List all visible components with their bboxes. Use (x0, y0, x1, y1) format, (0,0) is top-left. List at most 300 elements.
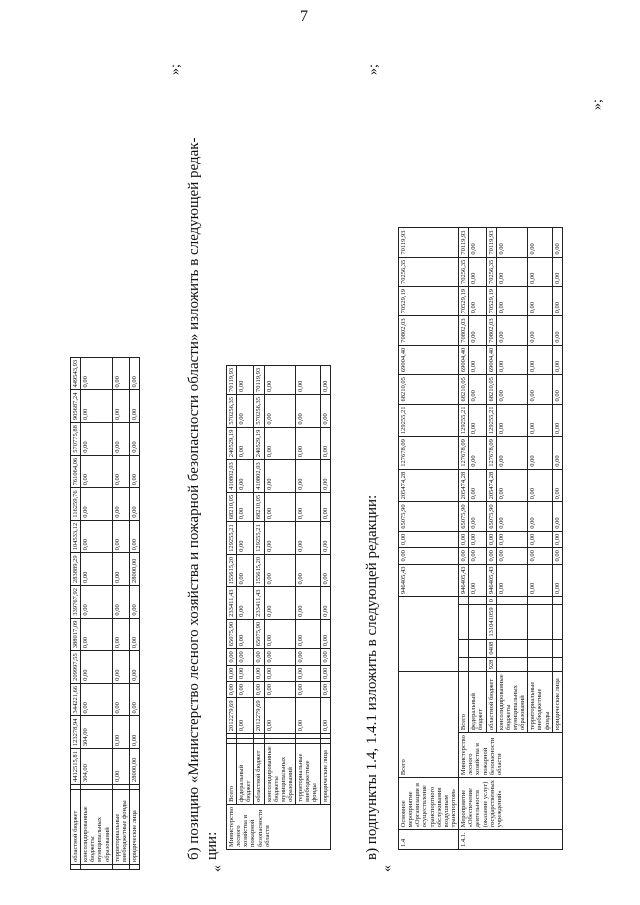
value-cell: 69004,40 (459, 345, 469, 374)
value-cell: 0,00 (264, 649, 296, 665)
value-cell: 0,00 (469, 228, 486, 257)
value-cell: 65075,90 (227, 619, 237, 648)
value-cell: 0,00 (320, 365, 330, 394)
value-cell: 0,00 (552, 316, 562, 345)
value-cell: 0,00 (237, 665, 254, 681)
value-cell: 205474,28 (486, 469, 496, 502)
value-cell: 68210,05 (399, 375, 459, 404)
value-cell: 129255,21 (227, 522, 237, 555)
value-cell: 0,00 (496, 437, 528, 470)
table-row (254, 365, 264, 849)
value-cell: 0,00 (552, 375, 562, 404)
value-cell: 0,00 (296, 460, 320, 493)
value-cell: 388017,09 (71, 618, 81, 651)
bottom-table-block (398, 228, 563, 851)
value-cell: 0,00 (552, 228, 562, 257)
value-cell: 0,00 (552, 257, 562, 286)
caption-b-line2: ции: (204, 831, 220, 860)
value-cell: 410802,03 (254, 460, 264, 493)
code-cell: 928 (486, 657, 496, 672)
value-cell: 0,00 (237, 365, 254, 394)
value-cell: 70802,03 (459, 316, 469, 345)
value-cell: 205474,28 (459, 469, 469, 502)
value-cell: 0,00 (129, 423, 139, 456)
blank-cell (320, 734, 330, 739)
caption-c: в) подпункты 1.4, 1.4.1 изложить в следующей редакции: (364, 494, 380, 860)
value-cell: 104533,12 (71, 520, 81, 553)
blank-cell (129, 785, 139, 790)
row-label: консолидированные бюджеты муниципальных образований (81, 790, 113, 865)
blank-cell (320, 739, 330, 744)
value-cell: 0,00 (320, 587, 330, 619)
table-row (71, 357, 81, 869)
value-cell: 0,00 (264, 681, 296, 697)
value-cell: 0,00 (81, 520, 113, 553)
subpoint-budget-table (398, 228, 563, 851)
value-cell: 0,00 (320, 681, 330, 697)
value-cell: 0,00 (528, 228, 552, 257)
value-cell: 70119,93 (459, 228, 469, 257)
quote-open-bottom: « (380, 865, 395, 872)
value-cell: 0,00 (496, 287, 528, 316)
blank-cell (399, 597, 459, 672)
value-cell: 0,00 (254, 681, 264, 697)
value-cell: 0,00 (81, 488, 113, 520)
blank-cell (496, 605, 528, 639)
value-cell: 0,00 (129, 651, 139, 684)
value-cell: 0,00 (496, 469, 528, 502)
value-cell: 0,00 (320, 698, 330, 734)
value-cell: 69004,40 (399, 345, 459, 374)
value-cell: 0,00 (528, 469, 552, 502)
value-cell: 0,00 (112, 618, 129, 651)
value-cell: 570775,88 (71, 423, 81, 456)
value-cell: 0,00 (528, 257, 552, 286)
value-cell: 0,00 (528, 564, 552, 597)
value-cell: 0,00 (129, 586, 139, 619)
value-cell: 0,00 (81, 390, 113, 423)
row-label: территориальные внебюджетные фонды (112, 790, 129, 865)
blank-cell (296, 734, 320, 739)
value-cell: 0,00 (552, 531, 562, 547)
blank-cell (237, 739, 254, 744)
value-cell: 0,00 (469, 287, 486, 316)
value-cell: 570256,35 (254, 394, 264, 427)
table-row (320, 365, 330, 849)
value-cell: 0,00 (237, 460, 254, 493)
value-cell: 0,00 (81, 618, 113, 651)
value-cell: 65075,90 (459, 502, 469, 531)
value-cell: 65075,90 (254, 619, 264, 648)
blank-cell (264, 739, 296, 744)
value-cell: 0,00 (264, 619, 296, 648)
blank-cell (552, 597, 562, 605)
blank-cell (264, 734, 296, 739)
row-name: Мероприятие «Обеспечение деятельности (оказание услуг) государственных учреждений» (459, 778, 563, 830)
table-row (81, 357, 113, 869)
value-cell: 65075,90 (486, 502, 496, 531)
value-cell: 0,00 (81, 357, 113, 390)
blank-cell (552, 639, 562, 657)
value-cell: 0,00 (227, 665, 237, 681)
value-cell: 68210,05 (227, 492, 237, 521)
value-cell: 0,00 (459, 548, 469, 564)
value-cell: 0,00 (129, 618, 139, 651)
row-label: юридические лица (129, 790, 139, 865)
value-cell: 0,00 (264, 427, 296, 460)
value-cell: 0,00 (129, 390, 139, 423)
value-cell: 0,00 (496, 531, 528, 547)
value-cell: 0,00 (129, 716, 139, 749)
value-cell: 0,00 (496, 228, 528, 257)
blank-cell (469, 605, 486, 639)
value-cell: 127678,09 (459, 437, 469, 470)
value-cell: 70256,35 (459, 257, 469, 286)
value-cell: 0,00 (528, 316, 552, 345)
value-cell: 116259,76 (71, 488, 81, 520)
value-cell: 70529,19 (459, 287, 469, 316)
value-cell: 0,00 (237, 554, 254, 587)
value-cell: 0,00 (399, 531, 459, 547)
value-cell: 0,00 (552, 548, 562, 564)
row-number: 1.4.1. (459, 830, 563, 850)
blank-cell (81, 865, 113, 870)
value-cell: 304,00 (81, 716, 113, 749)
value-cell: 70119,93 (486, 228, 496, 257)
blank-cell (528, 597, 552, 605)
value-cell: 0,00 (296, 492, 320, 521)
value-cell: 0,00 (264, 460, 296, 493)
blank-cell (552, 605, 562, 639)
value-cell: 240529,19 (254, 427, 264, 460)
value-cell: 0,00 (112, 716, 129, 749)
value-cell: 0,00 (320, 394, 330, 427)
value-cell: 0,00 (264, 365, 296, 394)
value-cell: 946405,43 (459, 564, 469, 597)
row-label: территориальные внебюджетные фонды (296, 744, 320, 805)
blank-cell (459, 605, 469, 639)
top-table-block (70, 357, 140, 870)
row-label: федеральный бюджет (237, 744, 254, 805)
blank-cell (71, 785, 81, 790)
value-cell: 0,00 (112, 683, 129, 716)
code-cell: 0 (486, 597, 496, 605)
value-cell: 0,00 (496, 375, 528, 404)
value-cell: 0,00 (112, 586, 129, 619)
value-cell: 0,00 (552, 287, 562, 316)
value-cell: 68210,05 (254, 492, 264, 521)
value-cell: 0,00 (112, 488, 129, 520)
value-cell: 129255,21 (459, 404, 469, 437)
value-cell: 0,00 (399, 548, 459, 564)
value-cell: 155615,20 (227, 554, 237, 587)
caption-b-line1: б) позицию «Министерство лесного хозяйства и пожарной безопасности области» изложить в следующей редак- (186, 137, 202, 860)
blank-cell (496, 597, 528, 605)
table-row (296, 365, 320, 849)
value-cell: 0,00 (227, 681, 237, 697)
value-cell: 0,00 (528, 404, 552, 437)
value-cell: 0,00 (129, 455, 139, 488)
org-cell: Министерство лесного хозяйства и пожарной безопасности области (227, 804, 331, 849)
value-cell: 123278,94 (71, 716, 81, 749)
blank-cell (552, 657, 562, 672)
value-cell: 0,00 (296, 619, 320, 648)
value-cell: 70529,19 (399, 287, 459, 316)
row-label: юридические лица (552, 672, 562, 733)
value-cell: 129255,21 (486, 404, 496, 437)
value-cell: 0,00 (296, 522, 320, 555)
value-cell: 0,00 (264, 522, 296, 555)
value-cell: 0,00 (469, 257, 486, 286)
value-cell: 304,00 (81, 749, 113, 785)
value-cell: 283889,29 (71, 553, 81, 586)
quote-close-bottom: »; (590, 99, 605, 110)
value-cell: 0,00 (264, 492, 296, 521)
row-label: областной бюджет (486, 672, 496, 733)
value-cell: 0,00 (528, 345, 552, 374)
row-name: Основное мероприятие «Организация и осуществление транспортного обслуживания воздушным транспортом» (399, 778, 459, 830)
blank-cell (254, 739, 264, 744)
value-cell: 0,00 (81, 586, 113, 619)
mid-table-block (226, 365, 331, 850)
blank-cell (227, 734, 237, 739)
value-cell: 0,00 (496, 345, 528, 374)
value-cell: 0,00 (296, 681, 320, 697)
value-cell: 0,00 (81, 651, 113, 684)
value-cell: 344221,66 (71, 683, 81, 716)
value-cell: 339767,92 (71, 586, 81, 619)
value-cell: 0,00 (528, 287, 552, 316)
value-cell: 0,00 (129, 683, 139, 716)
value-cell: 0,00 (81, 423, 113, 456)
value-cell: 0,00 (264, 665, 296, 681)
value-cell: 0,00 (112, 749, 129, 785)
value-cell: 0,00 (237, 681, 254, 697)
blank-cell (469, 657, 486, 672)
value-cell: 0,00 (469, 345, 486, 374)
value-cell: 0,00 (237, 427, 254, 460)
value-cell: 0,00 (296, 365, 320, 394)
value-cell: 0,00 (320, 665, 330, 681)
value-cell: 0,00 (296, 698, 320, 734)
value-cell: 0,00 (264, 554, 296, 587)
value-cell: 233411,43 (227, 587, 237, 619)
row-label: федеральный бюджет (469, 672, 486, 733)
value-cell: 0,00 (552, 469, 562, 502)
value-cell: 0,00 (237, 522, 254, 555)
value-cell: 0,00 (112, 553, 129, 586)
value-cell: 0,00 (237, 698, 254, 734)
value-cell: 0,00 (296, 554, 320, 587)
value-cell: 0,00 (469, 564, 486, 597)
value-cell: 127678,09 (486, 437, 496, 470)
value-cell: 2012279,69 (254, 698, 264, 734)
value-cell: 0,00 (237, 492, 254, 521)
blank-cell (129, 865, 139, 870)
value-cell: 0,00 (112, 520, 129, 553)
table-row (264, 365, 296, 849)
blank-cell (459, 639, 469, 657)
value-cell: 0,00 (81, 553, 113, 586)
value-cell: 2012279,69 (227, 698, 237, 734)
value-cell: 0,00 (496, 316, 528, 345)
value-cell: 70256,35 (399, 257, 459, 286)
value-cell: 129255,21 (254, 522, 264, 555)
table-row (112, 357, 129, 869)
value-cell: 0,00 (469, 502, 486, 531)
value-cell: 0,00 (112, 390, 129, 423)
row-number: 1.4 (399, 830, 459, 850)
value-cell: 69004,40 (486, 345, 496, 374)
value-cell: 0,00 (459, 531, 469, 547)
value-cell: 70256,35 (486, 257, 496, 286)
value-cell: 0,00 (486, 548, 496, 564)
table-row (237, 365, 254, 849)
value-cell: 410802,03 (227, 460, 237, 493)
value-cell: 0,00 (528, 375, 552, 404)
value-cell: 0,00 (129, 488, 139, 520)
value-cell: 0,00 (320, 649, 330, 665)
table-row (459, 228, 469, 850)
blank-cell (469, 639, 486, 657)
value-cell: 0,00 (81, 455, 113, 488)
value-cell: 0,00 (496, 564, 528, 597)
value-cell: 946405,43 (486, 564, 496, 597)
value-cell: 0,00 (237, 619, 254, 648)
value-cell: 0,00 (112, 651, 129, 684)
value-cell: 70529,19 (486, 287, 496, 316)
value-cell: 0,00 (528, 437, 552, 470)
value-cell: 0,00 (129, 357, 139, 390)
value-cell: 0,00 (552, 437, 562, 470)
blank-cell (528, 605, 552, 639)
row-label: Всего (459, 672, 469, 733)
value-cell: 0,00 (552, 564, 562, 597)
row-label: областной бюджет (71, 790, 81, 865)
value-cell: 0,00 (254, 649, 264, 665)
blank-cell (459, 597, 469, 605)
value-cell: 0,00 (237, 649, 254, 665)
value-cell: 0,00 (237, 587, 254, 619)
value-cell: 0,00 (496, 548, 528, 564)
value-cell: 449543,93 (71, 357, 81, 390)
blank-cell (112, 785, 129, 790)
value-cell: 70802,03 (486, 316, 496, 345)
value-cell: 0,00 (112, 423, 129, 456)
value-cell: 0,00 (469, 404, 486, 437)
value-cell: 0,00 (496, 502, 528, 531)
ministry-budget-table (226, 365, 331, 850)
value-cell: 0,00 (264, 698, 296, 734)
value-cell: 0,00 (469, 437, 486, 470)
value-cell: 0,00 (552, 345, 562, 374)
top-budget-table (70, 357, 140, 870)
blank-cell (496, 639, 528, 657)
value-cell: 70119,93 (399, 228, 459, 257)
value-cell: 68210,05 (486, 375, 496, 404)
value-cell: 127678,09 (399, 437, 459, 470)
table-row (129, 357, 139, 869)
page-number: 7 (300, 8, 308, 25)
value-cell: 0,00 (320, 554, 330, 587)
code-cell: 131041059 (486, 605, 496, 639)
value-cell: 0,00 (469, 548, 486, 564)
value-cell: 0,00 (486, 531, 496, 547)
blank-cell (112, 865, 129, 870)
blank-cell (81, 785, 113, 790)
quote-close-top: »; (168, 64, 183, 75)
value-cell: 0,00 (254, 665, 264, 681)
quote-close-mid: »; (366, 64, 381, 75)
blank-cell (71, 865, 81, 870)
value-cell: 946405,43 (399, 564, 459, 597)
blank-cell (528, 639, 552, 657)
table-row (399, 228, 459, 850)
value-cell: 0,00 (296, 427, 320, 460)
value-cell: 0,00 (129, 520, 139, 553)
value-cell: 0,00 (469, 375, 486, 404)
value-cell: 129255,21 (399, 404, 459, 437)
value-cell: 0,00 (528, 548, 552, 564)
value-cell: 0,00 (320, 460, 330, 493)
value-cell: 0,00 (469, 531, 486, 547)
row-label: консолидированные бюджеты муниципальных образований (496, 672, 528, 733)
value-cell: 0,00 (296, 649, 320, 665)
blank-cell (469, 597, 486, 605)
value-cell: 240529,19 (227, 427, 237, 460)
value-cell: 205474,28 (399, 469, 459, 502)
value-cell: 0,00 (320, 522, 330, 555)
value-cell: 0,00 (552, 502, 562, 531)
table-row (227, 365, 237, 849)
blank-cell (296, 739, 320, 744)
value-cell: 233411,43 (254, 587, 264, 619)
row-label: Всего (227, 744, 237, 805)
value-cell: 0,00 (227, 649, 237, 665)
value-cell: 0,00 (528, 502, 552, 531)
value-cell: 0,00 (81, 683, 113, 716)
value-cell: 761064,06 (71, 455, 81, 488)
value-cell: 0,00 (320, 427, 330, 460)
blank-cell (528, 657, 552, 672)
value-cell: 570256,35 (227, 394, 237, 427)
quote-open-mid: « (210, 865, 225, 872)
blank-cell (254, 734, 264, 739)
row-label: Всего (399, 672, 459, 778)
value-cell: 4412515,81 (71, 749, 81, 785)
row-label: территориальные внебюджетные фонды (528, 672, 552, 733)
row-label: юридические лица (320, 744, 330, 805)
blank-cell (227, 739, 237, 744)
value-cell: 0,00 (469, 316, 486, 345)
blank-cell (496, 657, 528, 672)
value-cell: 0,00 (296, 665, 320, 681)
value-cell: 0,00 (320, 619, 330, 648)
value-cell: 0,00 (264, 394, 296, 427)
row-label: областной бюджет (254, 744, 264, 805)
value-cell: 0,00 (496, 404, 528, 437)
value-cell: 209997,55 (71, 651, 81, 684)
value-cell: 0,00 (264, 587, 296, 619)
value-cell: 65075,90 (399, 502, 459, 531)
row-label: консолидированные бюджеты муниципальных образований (264, 744, 296, 805)
value-cell: 0,00 (296, 394, 320, 427)
value-cell: 0,00 (528, 531, 552, 547)
value-cell: 68210,05 (459, 375, 469, 404)
blank-cell (459, 657, 469, 672)
value-cell: 0,00 (552, 404, 562, 437)
value-cell: 905687,24 (71, 390, 81, 423)
